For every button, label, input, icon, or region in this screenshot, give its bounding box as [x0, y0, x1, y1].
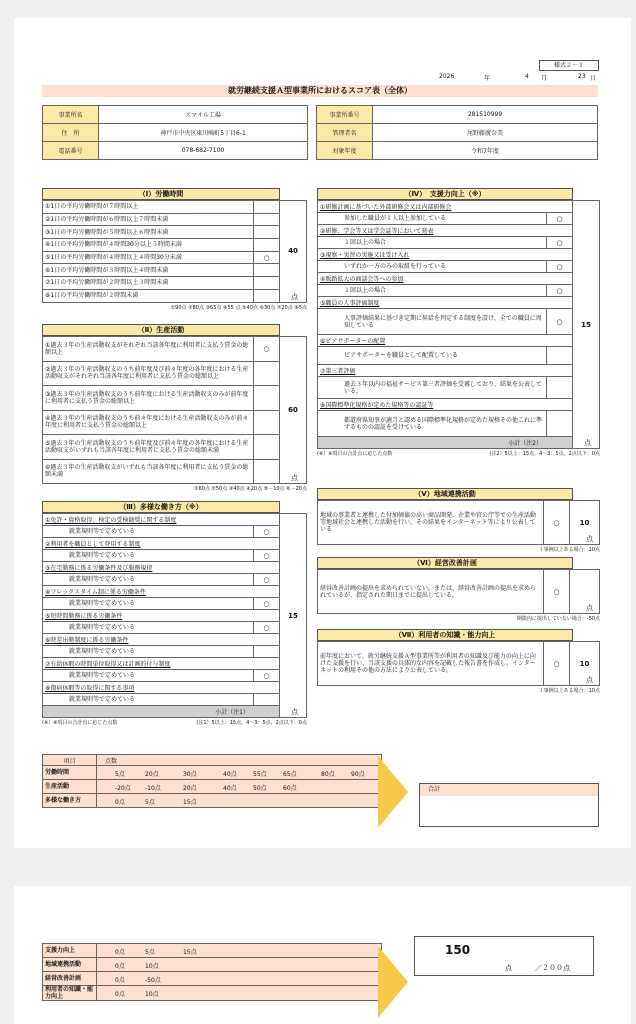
form-number: 様式２－１ — [539, 60, 599, 71]
group-title-row — [43, 658, 307, 670]
list-item — [318, 501, 600, 545]
points-values — [97, 944, 382, 958]
item-text: ⑤1日の平均労働時間が４時間以上４時間30分未満 — [43, 251, 254, 264]
group-sub: 参加した職員が１人以上参加している — [318, 213, 547, 225]
point-value: 10点 — [145, 991, 159, 998]
item-mark — [254, 386, 280, 411]
group-title-row — [318, 399, 600, 411]
section-header: （Ⅱ）生産活動 — [42, 324, 280, 336]
group-sub: 都道府県知事が適当と認める国際標準化規格が定めた規格その他これに準ずるものの認証を受けている — [318, 411, 547, 437]
group-sub-row — [43, 598, 307, 610]
total-value-box — [414, 936, 594, 976]
points-values — [97, 958, 382, 972]
arrow-shape — [378, 756, 408, 828]
item-text: ⑦1日の平均労働時間が２時間以上３時間未満 — [43, 277, 254, 290]
info-row — [317, 142, 598, 160]
point-value: 15点 — [183, 949, 197, 956]
group-title-row — [318, 365, 600, 377]
section-score: 10 点 — [570, 642, 600, 686]
item-text: ⑥過去３年の生産活動収支がいずれも当該各年度に利用者に支払う賃金の総額未満 — [43, 459, 254, 484]
section-note: 期限内に提出していない場合：-50点 — [516, 616, 600, 622]
item-text: ③過去３年の生産活動収支のうち前年度における生産活動収支のみが前年度に利用者に支払う賃金の総額以上 — [43, 386, 254, 411]
group-mark — [547, 411, 573, 437]
info-row — [43, 124, 308, 142]
group-sub-row — [318, 411, 600, 437]
group-title-row — [318, 249, 600, 261]
item-text: ①1日の平均労働時間が７時間以上 — [43, 201, 254, 214]
group-sub: 就業規則等で定めている — [43, 598, 254, 610]
group-title: ⑧傷病休暇等の取得に関する事項 — [43, 682, 280, 694]
points-values — [97, 766, 382, 780]
point-value: 30点 — [183, 771, 197, 778]
group-mark: ○ — [254, 598, 280, 610]
section-header: （Ⅳ） 支援力向上（※） — [317, 188, 573, 200]
points-table-continued — [42, 943, 382, 1001]
group-title: ⑦第三者評価 — [318, 365, 573, 377]
item-mark: ○ — [254, 251, 280, 264]
arrow-shape — [378, 946, 408, 1018]
item-table — [42, 336, 307, 484]
list-item — [43, 239, 307, 252]
info-label: 事業所名 — [43, 106, 99, 124]
group-title: ①免許・資格取得、検定の受検勧奨に関する制度 — [43, 514, 280, 526]
score-sheet-page-2 — [14, 886, 631, 1024]
points-label: 経営改善計画 — [43, 972, 97, 986]
total-label: 合計 — [420, 784, 598, 796]
group-title-row — [318, 335, 600, 347]
group-sub-row — [318, 347, 600, 365]
section-header: （Ⅶ）利用者の知識・能力向上 — [317, 629, 573, 641]
item-table — [317, 200, 600, 449]
info-left-table — [42, 105, 308, 160]
group-title-row — [318, 273, 600, 285]
points-label: 労働時間 — [43, 766, 97, 780]
list-item — [43, 289, 307, 302]
section-header: （Ⅰ）労働時間 — [42, 188, 280, 200]
section-footnote: ①90点 ②80点 ③65点 ④55 点 ⑤40点 ⑥30点 ⑦20点 ⑧5点 — [170, 304, 307, 311]
subtotal-row — [43, 706, 307, 718]
group-mark: ○ — [547, 261, 573, 273]
point-value: 5点 — [115, 771, 125, 778]
item-text: ②過去３年の生産活動収支のうち前年度及び前々年度の各年度における生産活動収支がそれぞれ当該各年度に利用者に支払う賃金の総額以上 — [43, 361, 254, 386]
group-title: ③在宅勤務に係る労働条件及び服務規律 — [43, 562, 280, 574]
list-item — [43, 386, 307, 411]
note-right: (注1）5以上：15点、4～3：5点、2点以下：0点 — [196, 720, 307, 726]
subtotal-label: 小計（注1） — [43, 706, 280, 718]
points-row — [43, 794, 382, 808]
points-row — [43, 780, 382, 794]
group-sub: １回以上の場合 — [318, 237, 547, 249]
section-notes — [317, 449, 600, 457]
list-item — [43, 226, 307, 239]
section-support-improvement — [317, 188, 600, 457]
list-item — [318, 570, 600, 614]
section-score: 60 点 — [280, 337, 307, 484]
section-regional — [317, 488, 600, 553]
group-title: ④フレックスタイム制に係る労働条件 — [43, 586, 280, 598]
note-left: (※）※項目の合計点に応じた点数 — [317, 451, 393, 457]
item-table — [42, 513, 307, 718]
item-table — [317, 641, 600, 686]
point-value: -10点 — [145, 785, 161, 792]
point-value: 40点 — [223, 771, 237, 778]
item-text: ③1日の平均労働時間が５時間以上６時間未満 — [43, 226, 254, 239]
points-header — [43, 755, 382, 766]
group-sub: 過去３年以内の福祉サービス第三者評価を受審しており、結果を公表している。 — [318, 377, 547, 399]
info-value: 令和7年度 — [373, 142, 598, 160]
section-header: （Ⅴ）地域連携活動 — [317, 488, 573, 500]
item-table — [317, 500, 600, 545]
point-value: 5点 — [145, 949, 155, 956]
point-value: 90点 — [351, 771, 365, 778]
group-sub-row — [318, 237, 600, 249]
section-header: （Ⅵ）経営改善計画 — [317, 557, 573, 569]
item-mark — [254, 264, 280, 277]
item-text: ②1日の平均労働時間が６時間以上７時間未満 — [43, 213, 254, 226]
group-title: ④販路拡大の商談会等への参加 — [318, 273, 573, 285]
points-label: 支援力向上 — [43, 944, 97, 958]
section-note: １事例以上ある場合：10点 — [538, 688, 600, 694]
info-value: 神戸市中央区東川崎町5丁目6-1 — [99, 124, 308, 142]
group-sub: 就業規則等で定めている — [43, 646, 254, 658]
section-header: （Ⅲ）多様な働き方（※） — [42, 501, 280, 513]
group-title: ⑤職員の人事評価制度 — [318, 297, 573, 309]
info-row — [317, 106, 598, 124]
point-value: 50点 — [253, 785, 267, 792]
group-title-row — [43, 514, 307, 526]
header-item: 項目 — [43, 755, 97, 766]
item-text: ④1日の平均労働時間が４時間30分以上５時間未満 — [43, 239, 254, 252]
points-values — [97, 794, 382, 808]
date-line: 2026 年 4 月 23 日 — [439, 73, 597, 82]
group-title-row — [318, 201, 600, 213]
points-table — [42, 754, 382, 808]
point-value: 0点 — [115, 991, 125, 998]
group-mark — [254, 694, 280, 706]
points-row — [43, 944, 382, 958]
info-value: 281510999 — [373, 106, 598, 124]
group-sub-row — [318, 261, 600, 273]
header-points: 点数 — [97, 755, 382, 766]
points-row — [43, 958, 382, 972]
list-item — [318, 642, 600, 686]
group-title: ⑥時差出勤制度に係る労働条件 — [43, 634, 280, 646]
note-left: (※）※項目の合計点に応じた点数 — [42, 720, 118, 726]
list-item — [43, 277, 307, 290]
total-score: 150 — [445, 943, 471, 957]
group-sub-row — [318, 377, 600, 399]
points-row — [43, 972, 382, 986]
total-max: ／２００点 — [535, 964, 570, 972]
point-value: 20点 — [183, 785, 197, 792]
list-item — [43, 264, 307, 277]
group-title-row — [318, 225, 600, 237]
group-title-row — [318, 297, 600, 309]
group-title-row — [43, 610, 307, 622]
group-sub: 就業規則等で定めている — [43, 622, 254, 634]
list-item — [43, 361, 307, 386]
item-text: 地域の事業者と連携した付加価値の高い商品開発、企業や官公庁等での生産活動等地域社会と連携した活動を行い、その結果をインターネット等により公表している — [318, 501, 544, 545]
info-label: 住 所 — [43, 124, 99, 142]
group-sub-row — [43, 622, 307, 634]
item-text: ⑧1日の平均労働時間が２時間未満 — [43, 289, 254, 302]
point-value: 0点 — [115, 799, 125, 806]
section-score: 15 点 — [573, 201, 600, 449]
item-text: ⑥1日の平均労働時間が３時間以上４時間未満 — [43, 264, 254, 277]
point-value: 40点 — [223, 785, 237, 792]
group-sub: １回以上の場合 — [318, 285, 547, 297]
list-item — [43, 410, 307, 435]
section-notes — [42, 718, 307, 726]
section-score: 40 点 — [280, 201, 307, 303]
group-title: ⑦有給休暇の時間単位取得又は計画的付与制度 — [43, 658, 280, 670]
group-mark — [254, 646, 280, 658]
section-labor-hours — [42, 188, 307, 311]
item-mark — [254, 435, 280, 460]
point-value: 20点 — [145, 771, 159, 778]
point-value: 0点 — [115, 949, 125, 956]
list-item — [43, 459, 307, 484]
item-mark — [254, 226, 280, 239]
item-mark — [254, 410, 280, 435]
group-sub: 就業規則等で定めている — [43, 574, 254, 586]
note-right: (注2）5以上：15点、4～3：5点、2点以下：0点 — [489, 451, 600, 457]
item-text: ①過去３年の生産活動収支がそれぞれ当該各年度に利用者に支払う賃金の総額以上 — [43, 337, 254, 362]
section-production — [42, 324, 307, 492]
group-mark: ○ — [254, 670, 280, 682]
group-mark: ○ — [547, 285, 573, 297]
item-mark — [254, 213, 280, 226]
point-value: -20点 — [115, 785, 131, 792]
list-item — [43, 213, 307, 226]
list-item — [43, 435, 307, 460]
group-title: ②利用者を職員として登用する制度 — [43, 538, 280, 550]
section-footnote: ①60点 ②50点 ③40点 ④20点 ⑤－10点 ⑥－20点 — [193, 486, 307, 492]
group-mark: ○ — [254, 550, 280, 562]
item-text: 前年度において、就労継続支援Ａ型事業所等が利用者の知識及び能力の向上に向けた支援を行い、当該支援の具体的な内容を記載した報告書を作成し、インターネットの利用その他の方法により公表している。 — [318, 642, 544, 686]
section-management-plan — [317, 557, 600, 622]
group-sub-row — [318, 309, 600, 335]
group-sub-row — [43, 670, 307, 682]
group-sub-row — [43, 694, 307, 706]
point-value: 0点 — [115, 963, 125, 970]
group-sub: いずれか一方のみの取組を行っている — [318, 261, 547, 273]
score-sheet-page-1 — [14, 18, 631, 848]
info-row — [317, 124, 598, 142]
section-diverse-work — [42, 501, 307, 726]
group-mark: ○ — [547, 237, 573, 249]
group-sub-row — [43, 526, 307, 538]
item-mark: ○ — [544, 570, 570, 614]
group-mark: ○ — [547, 213, 573, 225]
info-label: 電話番号 — [43, 142, 99, 160]
group-mark: ○ — [254, 622, 280, 634]
points-label: 利用者の知識・能力向上 — [43, 986, 97, 1001]
points-label: 地域連携活動 — [43, 958, 97, 972]
info-value: スマイル工場 — [99, 106, 308, 124]
point-value: 10点 — [145, 963, 159, 970]
item-mark — [254, 201, 280, 214]
group-sub-row — [318, 213, 600, 225]
group-title: ②研修、学会等又は学会誌等において発表 — [318, 225, 573, 237]
info-row — [43, 106, 308, 124]
points-values — [97, 986, 382, 1001]
info-row — [43, 142, 308, 160]
subtotal-row — [318, 437, 600, 449]
item-mark: ○ — [544, 501, 570, 545]
item-mark — [254, 459, 280, 484]
group-sub-row — [43, 550, 307, 562]
group-title-row — [43, 562, 307, 574]
item-mark — [254, 361, 280, 386]
group-sub: ピアサポーターを職員として配置している — [318, 347, 547, 365]
item-text: 経営改善計画の提出を求められていない。または、経営改善計画の提出を求められているが、指定された期日までに提出している。 — [318, 570, 544, 614]
info-value: 078-682-7100 — [99, 142, 308, 160]
point-value: 0点 — [115, 977, 125, 984]
group-mark: ○ — [254, 574, 280, 586]
info-label: 管理者名 — [317, 124, 373, 142]
section-user-skills — [317, 629, 600, 694]
group-title: ⑤短時間勤務に係る労働条件 — [43, 610, 280, 622]
info-right-table — [316, 105, 598, 160]
point-value: 55点 — [253, 771, 267, 778]
point-value: 15点 — [183, 799, 197, 806]
point-value: 60点 — [283, 785, 297, 792]
item-mark: ○ — [544, 642, 570, 686]
section-score: 10 点 — [570, 501, 600, 545]
subtotal-label: 小計（注2） — [318, 437, 573, 449]
item-mark — [254, 289, 280, 302]
item-table — [317, 569, 600, 614]
group-title-row — [43, 586, 307, 598]
group-mark: ○ — [547, 309, 573, 335]
points-row — [43, 986, 382, 1001]
item-table — [42, 200, 307, 303]
group-mark — [547, 347, 573, 365]
points-label: 生産活動 — [43, 780, 97, 794]
points-label: 多様な働き方 — [43, 794, 97, 808]
point-value: 5点 — [145, 799, 155, 806]
group-sub: 就業規則等で定めている — [43, 526, 254, 538]
section-note: １事例以上ある場合：10点 — [538, 547, 600, 553]
point-value: -50点 — [145, 977, 161, 984]
points-values — [97, 972, 382, 986]
item-text: ⑤過去３年の生産活動収支のうち前年度及び前々年度の各年度における生産活動収支がいずれも当該各年度に利用者に支払う賃金の総額未満 — [43, 435, 254, 460]
point-value: 65点 — [283, 771, 297, 778]
total-unit: 点 — [505, 964, 512, 972]
item-mark — [254, 239, 280, 252]
info-label: 対象年度 — [317, 142, 373, 160]
item-mark — [254, 277, 280, 290]
group-title: ③視察・実習の実施又は受け入れ — [318, 249, 573, 261]
info-value: 尾野藤廣奈美 — [373, 124, 598, 142]
group-sub: 就業規則等で定めている — [43, 694, 254, 706]
info-label: 事業所番号 — [317, 106, 373, 124]
group-title-row — [43, 682, 307, 694]
group-title-row — [43, 634, 307, 646]
point-value: 80点 — [321, 771, 335, 778]
group-sub-row — [43, 646, 307, 658]
group-mark: ○ — [254, 526, 280, 538]
section-score: 15 点 — [280, 514, 307, 718]
item-text: ④過去３年の生産活動収支のうち前々年度における生産活動収支のみが前々年度に利用者に支払う賃金の総額以上 — [43, 410, 254, 435]
section-score: 点 — [570, 570, 600, 614]
group-title: ⑧国際標準化規格が定めた規格等の認証等 — [318, 399, 573, 411]
list-item — [43, 251, 307, 264]
group-title: ⑥ピアサポーターの配置 — [318, 335, 573, 347]
group-mark — [547, 377, 573, 399]
group-sub: 人事評価結果に基づき定期に昇給を判定する制度を設け、全ての職員に周知している — [318, 309, 547, 335]
group-sub: 就業規則等で定めている — [43, 670, 254, 682]
points-values — [97, 780, 382, 794]
group-title-row — [43, 538, 307, 550]
item-mark: ○ — [254, 337, 280, 362]
list-item — [43, 337, 307, 362]
points-row — [43, 766, 382, 780]
total-box — [419, 783, 599, 827]
list-item — [43, 201, 307, 214]
group-sub: 就業規則等で定めている — [43, 550, 254, 562]
group-sub-row — [43, 574, 307, 586]
group-sub-row — [318, 285, 600, 297]
group-title: ①研修計画に基づいた外部研修会又は内部研修会 — [318, 201, 573, 213]
page-title: 就労継続支援Ａ型事業所におけるスコア表（全体） — [42, 85, 598, 97]
